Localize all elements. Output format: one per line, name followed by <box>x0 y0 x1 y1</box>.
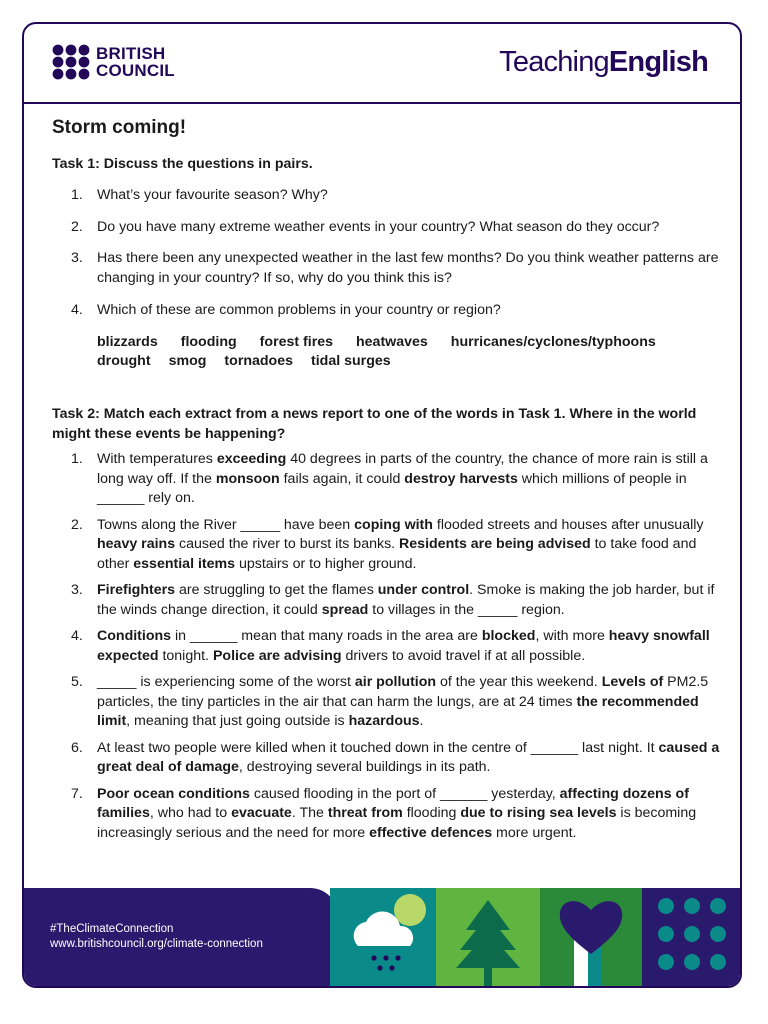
extract-text: to take food and other <box>97 536 697 573</box>
question-text: What’s your favourite season? Why? <box>97 187 328 203</box>
extract-text: drivers to avoid travel if at all possible. <box>341 647 586 664</box>
extract-number: 2. <box>71 516 83 533</box>
footer-url[interactable]: www.britishcouncil.org/climate-connection <box>50 938 263 950</box>
extract-text: which millions of people in ______ rely on. <box>97 470 687 507</box>
word-bank-item: heatwaves <box>356 333 428 350</box>
task1-heading: Task 1: Discuss the questions in pairs. <box>52 156 313 172</box>
org-line2: COUNCIL <box>96 61 175 80</box>
word-bank-item: smog <box>168 353 207 370</box>
extract-text: are struggling to get the flames <box>175 582 378 599</box>
extract-text: 40 degrees in parts of the country, the chance of more rain is still a long way off. If the <box>97 451 708 487</box>
news-extract <box>52 673 720 732</box>
key-phrase: due to rising sea levels <box>460 805 617 822</box>
extract-text: fails again, it could <box>279 470 405 487</box>
key-phrase: evacuate <box>231 805 292 822</box>
question-text: Which of these are common problems in your country or region? <box>97 301 501 318</box>
key-phrase: Residents are being advised <box>399 536 591 553</box>
key-phrase: Firefighters <box>97 582 176 599</box>
extract-number: 6. <box>71 739 83 756</box>
weather-word-bank <box>52 333 720 372</box>
task1-question <box>52 301 720 321</box>
extract-text: of the year this weekend. <box>436 674 602 691</box>
extract-text: , with more <box>535 628 609 645</box>
question-text: Do you have many extreme weather events in your country? What season do they occur? <box>97 218 660 235</box>
key-phrase: heavy rains <box>97 536 176 553</box>
key-phrase: Police are advising <box>212 647 342 664</box>
key-phrase: Levels of <box>601 674 664 691</box>
key-phrase: effective defences <box>369 824 493 841</box>
extract-number: 3. <box>71 582 83 599</box>
extract-text: more urgent. <box>492 824 577 841</box>
news-extract <box>52 627 720 666</box>
task2-heading: Task 2: Match each extract from a news report to one of the words in Task 1. Where in the world might these events be happening? <box>52 405 697 442</box>
extract-text: upstairs or to higher ground. <box>235 556 417 573</box>
worksheet-frame <box>22 22 742 988</box>
word-bank-row2 <box>97 352 720 372</box>
british-council-wordmark <box>96 45 175 79</box>
extract-text: , who had to <box>149 805 232 822</box>
key-phrase: spread <box>321 601 369 618</box>
extract-text: in ______ mean that many roads in the area are <box>171 628 482 645</box>
word-bank-item: drought <box>97 353 151 370</box>
footer-hashtag: #TheClimateConnection <box>50 923 174 935</box>
word-bank-item: blizzards <box>97 333 158 350</box>
task1-question <box>52 186 720 206</box>
footer-campaign-panel <box>24 888 338 986</box>
word-bank-item: tidal surges <box>311 353 391 370</box>
key-phrase: blocked <box>481 628 536 645</box>
extract-text: With temperatures <box>97 451 217 468</box>
key-phrase: essential items <box>133 556 236 573</box>
task2-extract-list <box>52 450 720 844</box>
extract-number: 1. <box>71 451 83 468</box>
word-bank-item: tornadoes <box>224 353 294 370</box>
worksheet-content <box>52 116 720 844</box>
task1-question <box>52 249 720 288</box>
footer-text <box>50 922 263 952</box>
brand-light: Teaching <box>499 46 609 78</box>
news-extract <box>52 739 720 778</box>
question-number: 4. <box>71 301 83 318</box>
task1-question <box>52 218 720 238</box>
extract-text: flooding <box>402 805 461 822</box>
news-extract <box>52 581 720 620</box>
extract-text: Towns along the River _____ have been <box>97 516 355 533</box>
question-text: Has there been any unexpected weather in the last few months? Do you think weather patterns are changing in your country? If so, why do you think this is? <box>97 250 719 287</box>
extract-text: , meaning that just going outside is <box>126 713 349 730</box>
extract-text: _____ is experiencing some of the worst <box>97 674 355 691</box>
news-extract <box>52 516 720 575</box>
dots-grid-icon <box>642 888 742 986</box>
brand-bold: English <box>608 46 708 78</box>
key-phrase: under control <box>377 582 470 599</box>
extract-text: PM2.5 particles, the tiny particles in the air that can harm the lungs, are at 24 times <box>97 674 709 710</box>
news-extract <box>52 450 720 509</box>
header <box>24 24 740 104</box>
extract-text: , destroying several buildings in its path. <box>238 759 491 776</box>
key-phrase: Conditions <box>97 628 172 645</box>
extract-text: tonight. <box>158 647 213 664</box>
extract-number: 5. <box>71 674 83 691</box>
word-bank-item: hurricanes/cyclones/typhoons <box>450 333 656 350</box>
question-number: 2. <box>71 218 83 235</box>
extract-text: caused the river to burst its banks. <box>175 536 400 553</box>
word-bank-item: forest fires <box>259 333 333 350</box>
key-phrase: affecting dozens of families <box>97 785 689 822</box>
key-phrase: threat from <box>327 805 403 822</box>
heart-icon <box>540 888 642 986</box>
question-number: 3. <box>71 250 83 267</box>
key-phrase: the recommended limit <box>97 693 699 730</box>
extract-text: is becoming increasingly serious and the need for more <box>97 805 697 841</box>
extract-text: . The <box>291 805 328 822</box>
extract-text: to villages in the _____ region. <box>368 601 565 618</box>
key-phrase: heavy snowfall expected <box>97 628 710 664</box>
british-council-dots-icon <box>52 44 90 80</box>
tree-icon <box>436 888 540 986</box>
page-title: Storm coming! <box>52 117 187 138</box>
british-council-logo <box>52 44 177 84</box>
extract-number: 4. <box>71 628 83 645</box>
extract-text: . <box>419 713 424 730</box>
extract-text: flooded streets and houses after unusually <box>432 516 704 533</box>
key-phrase: hazardous <box>348 713 420 730</box>
word-bank-item: flooding <box>180 333 237 350</box>
key-phrase: air pollution <box>354 674 437 691</box>
extract-text: caused flooding in the port of ______ yesterday, <box>249 785 560 802</box>
org-line1: BRITISH <box>96 44 166 63</box>
extract-number: 7. <box>71 785 83 802</box>
question-number: 1. <box>71 187 83 203</box>
key-phrase: monsoon <box>215 470 280 487</box>
cloud-rain-icon <box>330 888 436 986</box>
news-extract <box>52 785 720 844</box>
word-bank-row1 <box>97 333 720 353</box>
teaching-english-logo <box>499 46 708 79</box>
key-phrase: exceeding <box>216 451 287 468</box>
key-phrase: destroy harvests <box>404 470 518 487</box>
key-phrase: coping with <box>354 516 433 533</box>
extract-text: At least two people were killed when it touched down in the centre of ______ last night. It <box>97 739 659 756</box>
key-phrase: Poor ocean conditions <box>97 785 250 802</box>
extract-text: . Smoke is making the job harder, but if the winds change direction, it could <box>97 582 715 618</box>
footer-banner <box>24 888 740 986</box>
task1-question-list <box>52 186 720 321</box>
key-phrase: caused a great deal of damage <box>97 739 720 776</box>
